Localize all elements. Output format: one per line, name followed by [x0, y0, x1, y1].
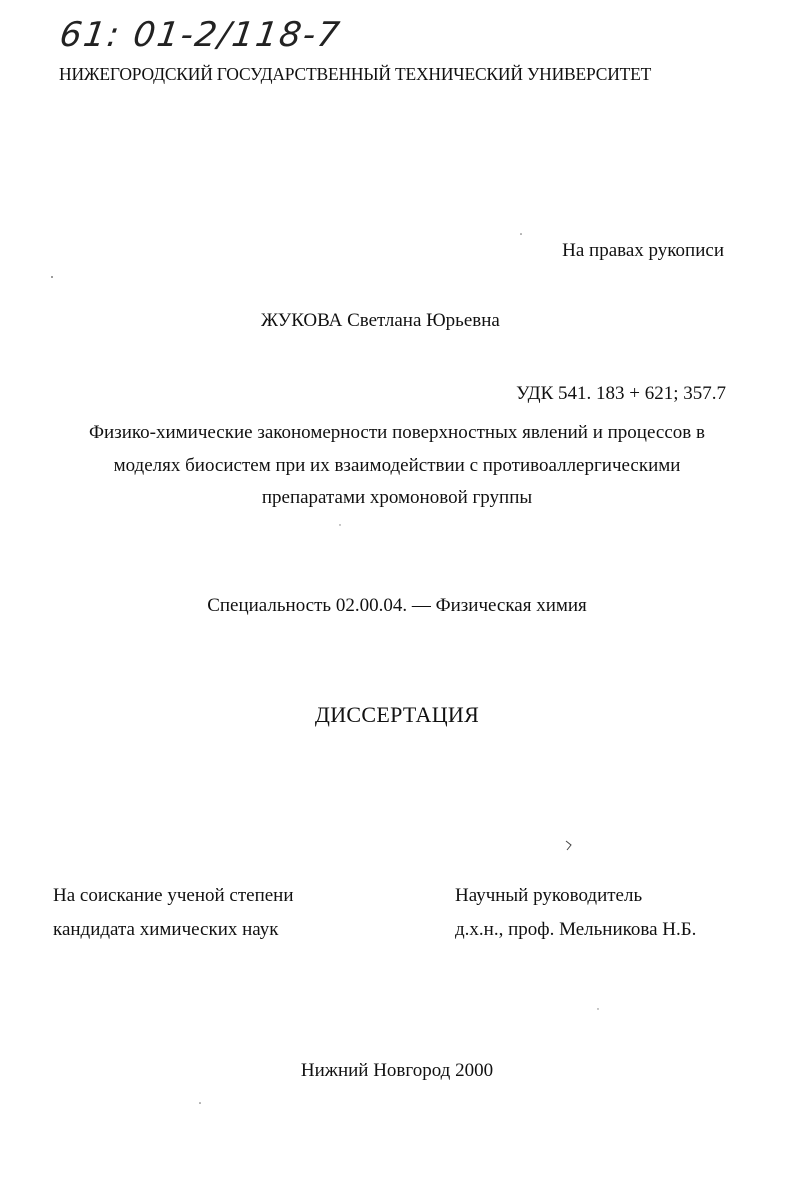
- document-type: ДИССЕРТАЦИЯ: [314, 702, 480, 727]
- udc-code: УДК 541. 183 + 621; 357.7: [516, 383, 726, 404]
- dissertation-title: [40, 417, 754, 515]
- degree-line-1: На соискание ученой степени: [53, 885, 294, 906]
- city-year: Нижний Новгород 2000: [300, 1060, 494, 1081]
- advisor-label: Научный руководитель: [455, 885, 643, 906]
- title-line: препаратами хромоновой группы: [261, 487, 533, 508]
- degree-line-2: кандидата химических наук: [53, 919, 279, 940]
- rights-note: На правах рукописи: [562, 240, 724, 261]
- advisor-name: д.х.н., проф. Мельникова Н.Б.: [455, 919, 697, 940]
- author-name: ЖУКОВА Светлана Юрьевна: [261, 310, 500, 331]
- university-name: НИЖЕГОРОДСКИЙ ГОСУДАРСТВЕННЫЙ ТЕХНИЧЕСКИЙ УНИВЕРСИТЕТ: [59, 64, 652, 84]
- archive-code-handwritten: 61: 01-2/118-7: [57, 15, 344, 55]
- specialty: Специальность 02.00.04. — Физическая химия: [207, 595, 587, 616]
- title-line: Физико-химические закономерности поверхностных явлений и процессов в: [89, 422, 705, 443]
- title-line: моделях биосистем при их взаимодействии с противоаллергическими: [113, 454, 681, 476]
